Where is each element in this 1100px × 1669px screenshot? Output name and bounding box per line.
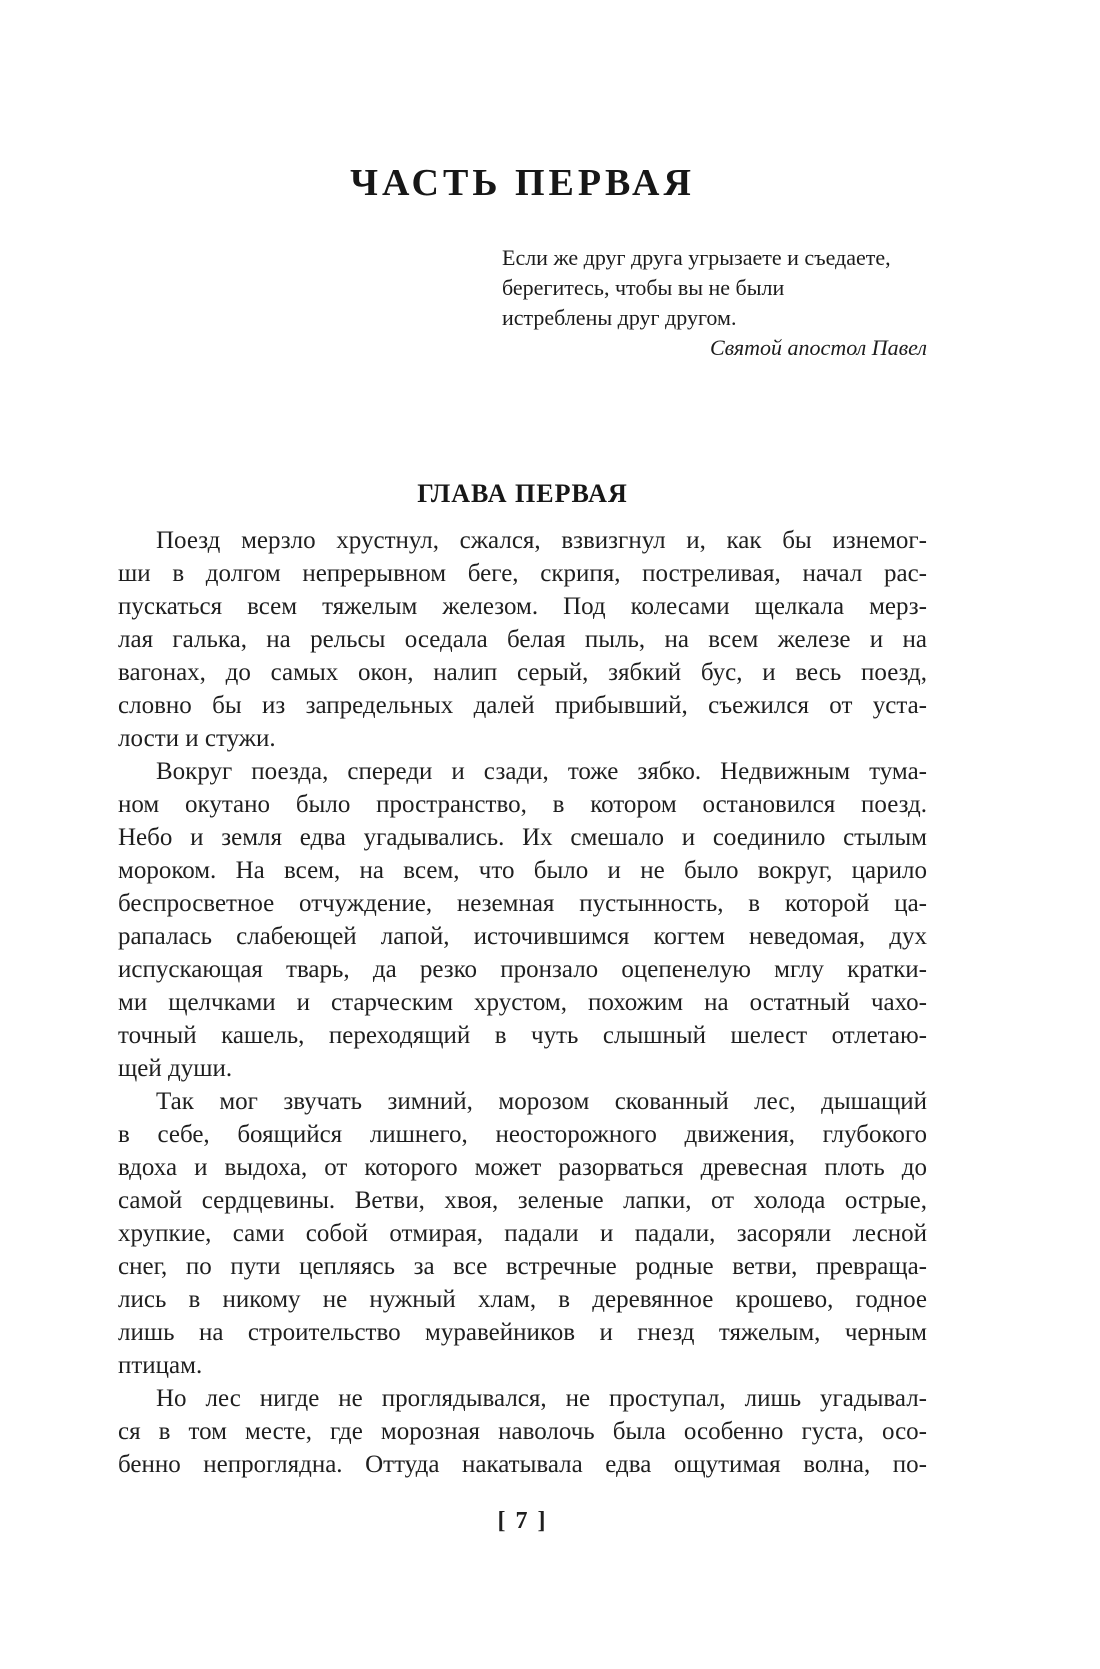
- epigraph-attribution: Святой апостол Павел: [710, 335, 927, 360]
- body-line: ми щелчками и старческим хрустом, похожим на остатный чахо-: [118, 989, 927, 1016]
- body-line: лая галька, на рельсы оседала белая пыль, на всем железе и на: [118, 626, 927, 653]
- body-line: Так мог звучать зимний, морозом скованный лес, дышащий: [156, 1088, 927, 1115]
- body-line: лости и стужи.: [118, 725, 276, 752]
- page-number: [ 7 ]: [497, 1508, 548, 1534]
- paragraph: [118, 1382, 927, 1481]
- body-line: словно бы из запредельных далей прибывший, съежился от уста-: [118, 692, 927, 719]
- body-line: рапалась слабеющей лапой, источившимся когтем неведомая, дух: [118, 923, 927, 950]
- body-line: Но лес нигде не проглядывался, не проступал, лишь угадывал-: [156, 1385, 927, 1412]
- epigraph-lines: [502, 243, 927, 333]
- body-line: вагонах, до самых окон, налип серый, зябкий бус, и весь поезд,: [118, 659, 927, 686]
- body-line: Вокруг поезда, спереди и сзади, тоже зябко. Недвижным тума-: [156, 758, 927, 785]
- body-line: мороком. На всем, на всем, что было и не было вокруг, царило: [118, 857, 927, 884]
- body-line: хрупкие, сами собой отмирая, падали и падали, засоряли лесной: [118, 1220, 927, 1247]
- body-line: лишь на строительство муравейников и гнезд тяжелым, черным: [118, 1319, 927, 1346]
- body-line: щей души.: [118, 1055, 233, 1082]
- epigraph-line: истреблены друг другом.: [502, 305, 737, 330]
- body-line: вдоха и выдоха, от которого может разорваться древесная плоть до: [118, 1154, 927, 1181]
- body-line: точный кашель, переходящий в чуть слышный шелест отлетаю-: [118, 1022, 927, 1049]
- body-line: самой сердцевины. Ветви, хвоя, зеленые лапки, от холода острые,: [118, 1187, 927, 1214]
- body-line: ном окутано было пространство, в котором остановился поезд.: [118, 791, 927, 818]
- body-line: в себе, боящийся лишнего, неосторожного движения, глубокого: [118, 1121, 927, 1148]
- body-line: лись в никому не нужный хлам, в деревянное крошево, годное: [118, 1286, 927, 1313]
- epigraph-line: Если же друг друга угрызаете и съедаете,: [502, 245, 891, 270]
- body-line: пускаться всем тяжелым железом. Под колесами щелкала мерз-: [118, 593, 927, 620]
- part-title: ЧАСТЬ ПЕРВАЯ: [350, 162, 695, 204]
- paragraph: [118, 1085, 927, 1382]
- chapter-title: ГЛАВА ПЕРВАЯ: [417, 479, 628, 508]
- body-line: снег, по пути цепляясь за все встречные родные ветви, превраща-: [118, 1253, 927, 1280]
- body-line: птицам.: [118, 1352, 203, 1379]
- body-line: беспросветное отчуждение, неземная пустынность, в которой ца-: [118, 890, 927, 917]
- body-line: Небо и земля едва угадывались. Их смешало и соединило стылым: [118, 824, 927, 851]
- epigraph: [502, 243, 927, 363]
- body-line: испускающая тварь, да резко пронзало оцепенелую мглу кратки-: [118, 956, 927, 983]
- body-line: Поезд мерзло хрустнул, сжался, взвизгнул и, как бы изнемог-: [156, 527, 927, 554]
- paragraph: [118, 524, 927, 755]
- body-line: ся в том месте, где морозная наволочь была особенно густа, осо-: [118, 1418, 927, 1445]
- body-line: ши в долгом непрерывном беге, скрипя, постреливая, начал рас-: [118, 560, 927, 587]
- paragraph: [118, 755, 927, 1085]
- epigraph-line: берегитесь, чтобы вы не были: [502, 275, 785, 300]
- body-text: [118, 524, 927, 1481]
- body-line: бенно непроглядна. Оттуда накатывала едва ощутимая волна, по-: [118, 1451, 927, 1478]
